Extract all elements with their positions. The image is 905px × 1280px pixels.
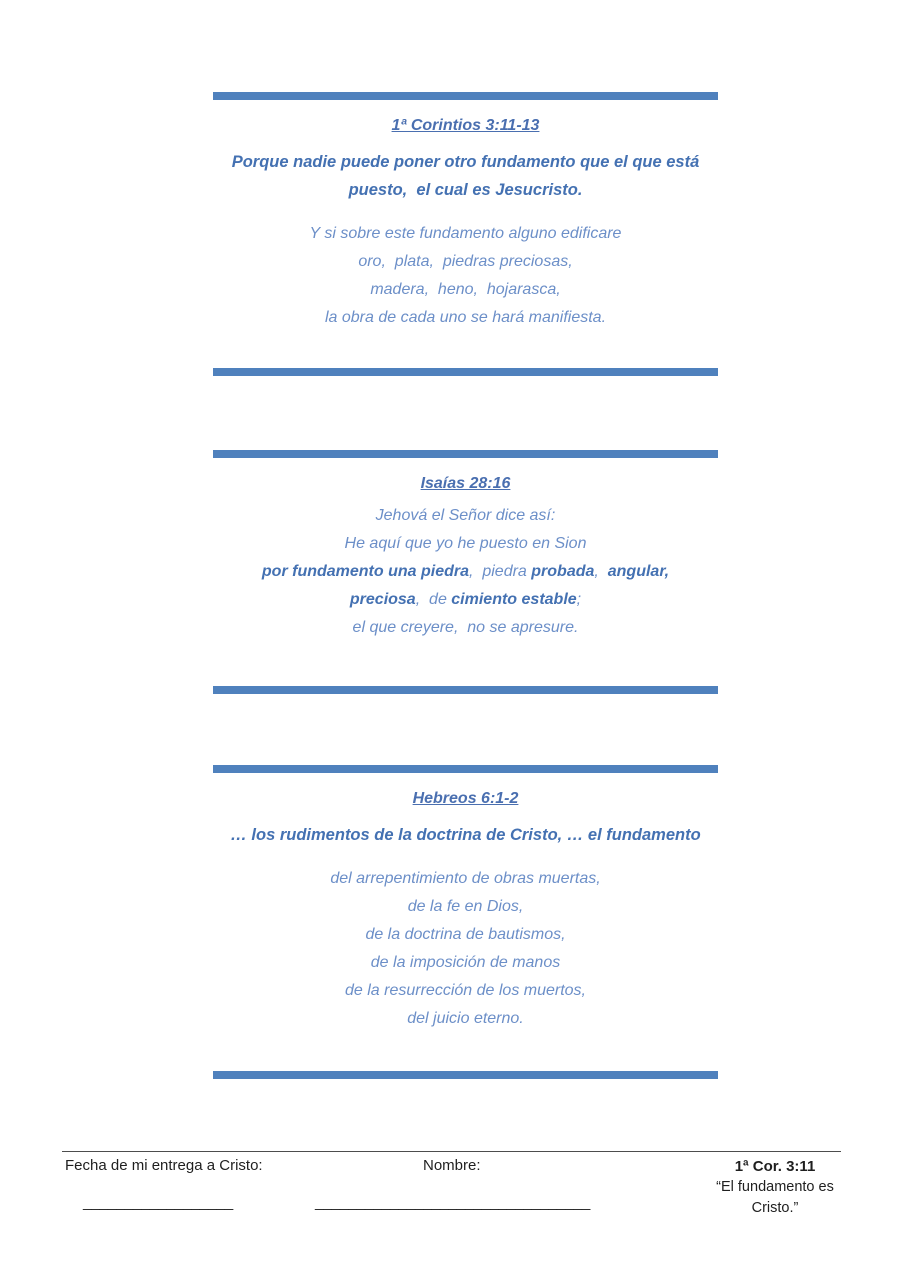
text-line: Y si sobre este fundamento alguno edificare xyxy=(309,225,622,242)
text-line: de la fe en Dios, xyxy=(407,898,524,915)
plain-text: , piedra xyxy=(469,563,532,580)
text-line xyxy=(213,614,718,642)
footer-divider-line xyxy=(62,1151,841,1152)
text-line: de la imposición de manos xyxy=(370,954,561,971)
text-line xyxy=(213,586,718,614)
section-divider-bar xyxy=(213,686,718,694)
emphasized-text: probada xyxy=(531,563,595,580)
section-heading-hebreos: Hebreos 6:1-2 xyxy=(412,790,519,807)
hebreos-body-text xyxy=(213,865,718,1033)
name-label: Nombre: xyxy=(423,1157,481,1174)
plain-text: ; xyxy=(576,591,582,608)
text-line: madera, heno, hojarasca, xyxy=(370,281,561,298)
name-blank-line: _________________________________ xyxy=(315,1194,591,1211)
corintios-lead-text xyxy=(213,148,718,204)
text-line: oro, plata, piedras preciosas, xyxy=(358,253,573,270)
text-line: … los rudimentos de la doctrina de Cristo, … el fundamento xyxy=(230,826,701,844)
section-heading-isaias: Isaías 28:16 xyxy=(420,475,511,492)
hebreos-lead-text xyxy=(213,821,718,849)
reference-quote-line2: Cristo.” xyxy=(751,1200,799,1216)
text-line xyxy=(213,530,718,558)
date-blank-line: __________________ xyxy=(83,1194,234,1211)
section-heading-corintios: 1ª Corintios 3:11-13 xyxy=(391,117,540,134)
section-divider-bar xyxy=(213,1071,718,1079)
section-divider-bar xyxy=(213,765,718,773)
section-divider-bar xyxy=(213,92,718,100)
section-divider-bar xyxy=(213,450,718,458)
text-line: puesto, el cual es Jesucristo. xyxy=(348,181,583,199)
text-line: de la resurrección de los muertos, xyxy=(345,982,586,999)
reference-verse: 1ª Cor. 3:11 xyxy=(734,1158,816,1175)
text-line: de la doctrina de bautismos, xyxy=(365,926,566,943)
text-line: Porque nadie puede poner otro fundamento que el que está xyxy=(231,153,700,171)
text-line xyxy=(213,558,718,586)
emphasized-text: preciosa xyxy=(349,591,416,608)
emphasized-text: por fundamento una piedra xyxy=(261,563,470,580)
document-body xyxy=(213,0,718,1079)
isaias-body-text xyxy=(213,502,718,642)
section-divider-bar xyxy=(213,368,718,376)
plain-text: , xyxy=(594,563,608,580)
reference-quote-line1: “El fundamento es xyxy=(716,1179,834,1195)
text-line: del juicio eterno. xyxy=(407,1010,524,1027)
text-line: la obra de cada uno se hará manifiesta. xyxy=(324,309,607,326)
text-line: del arrepentimiento de obras muertas, xyxy=(330,870,601,887)
emphasized-text: angular, xyxy=(607,563,670,580)
date-label: Fecha de mi entrega a Cristo: xyxy=(65,1157,263,1174)
text-line xyxy=(213,502,718,530)
emphasized-text: cimiento estable xyxy=(451,591,577,608)
plain-text: el que creyere, no se apresure. xyxy=(352,619,579,636)
plain-text: He aquí que yo he puesto en Sion xyxy=(344,535,587,552)
plain-text: Jehová el Señor dice así: xyxy=(375,507,556,524)
reference-block xyxy=(700,1156,850,1219)
plain-text: , de xyxy=(415,591,452,608)
corintios-body-text xyxy=(213,220,718,332)
